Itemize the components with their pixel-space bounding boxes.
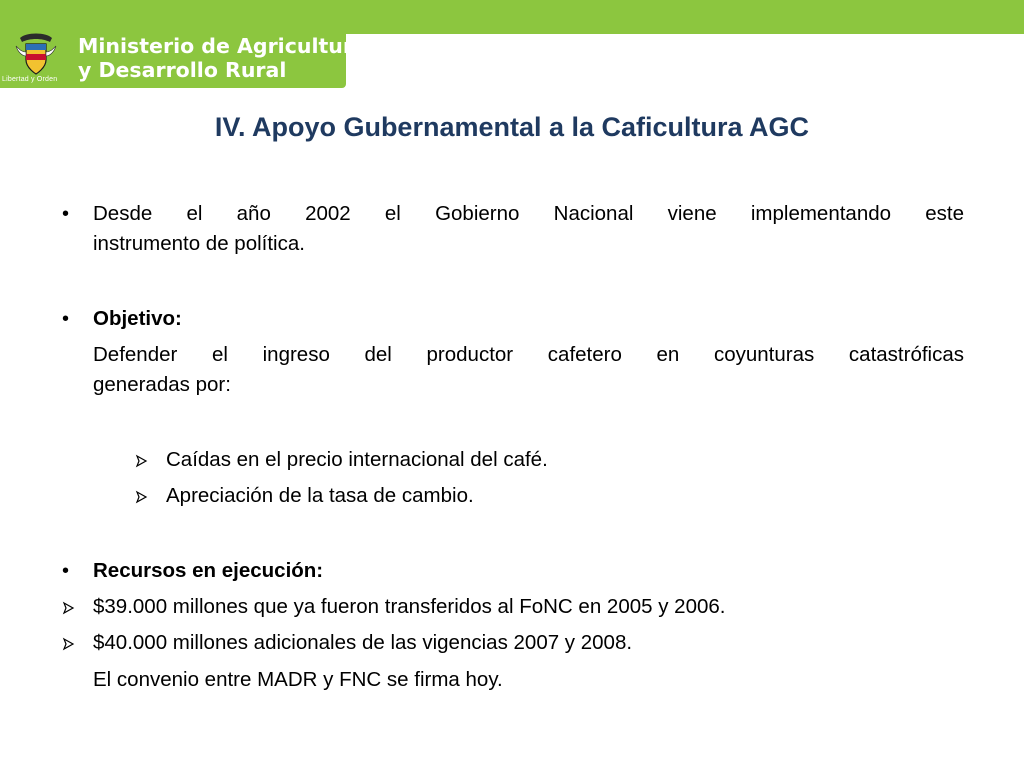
cause-item-1: Caídas en el precio internacional del café. — [166, 448, 548, 471]
resource-item-2: $40.000 millones adicionales de las vigencias 2007 y 2008. — [93, 631, 633, 654]
arrow-bullet-icon — [135, 490, 149, 504]
closing-statement: El convenio entre MADR y FNC se firma hoy. — [93, 668, 503, 691]
objective-label: Objetivo: — [93, 307, 182, 330]
resources-label: Recursos en ejecución: — [93, 559, 324, 582]
intro-line-2: instrumento de política. — [93, 232, 305, 255]
arrow-bullet-icon — [62, 637, 76, 651]
bullet-dot-icon: • — [62, 560, 70, 582]
bullet-dot-icon: • — [62, 308, 70, 330]
colombia-coat-of-arms-icon — [12, 32, 60, 76]
ministry-name-line1: Ministerio de Agricultura — [78, 34, 367, 58]
intro-line-1: Desde el año 2002 el Gobierno Nacional viene implementando este — [93, 202, 964, 225]
slide-title: IV. Apoyo Gubernamental a la Caficultura AGC — [214, 112, 810, 142]
motto-text: Libertad y Orden — [2, 76, 58, 83]
arrow-bullet-icon — [62, 601, 76, 615]
resource-item-1: $39.000 millones que ya fueron transferidos al FoNC en 2005 y 2006. — [93, 595, 726, 618]
ministry-name — [78, 34, 367, 82]
objective-line-1: Defender el ingreso del productor cafetero en coyunturas catastróficas — [93, 343, 964, 366]
top-green-bar — [0, 0, 1024, 34]
objective-line-2: generadas por: — [93, 373, 231, 396]
cause-item-2: Apreciación de la tasa de cambio. — [166, 484, 474, 507]
ministry-name-line2: y Desarrollo Rural — [78, 58, 287, 82]
arrow-bullet-icon — [135, 454, 149, 468]
ministry-logo — [0, 30, 367, 88]
bullet-dot-icon: • — [62, 203, 70, 225]
